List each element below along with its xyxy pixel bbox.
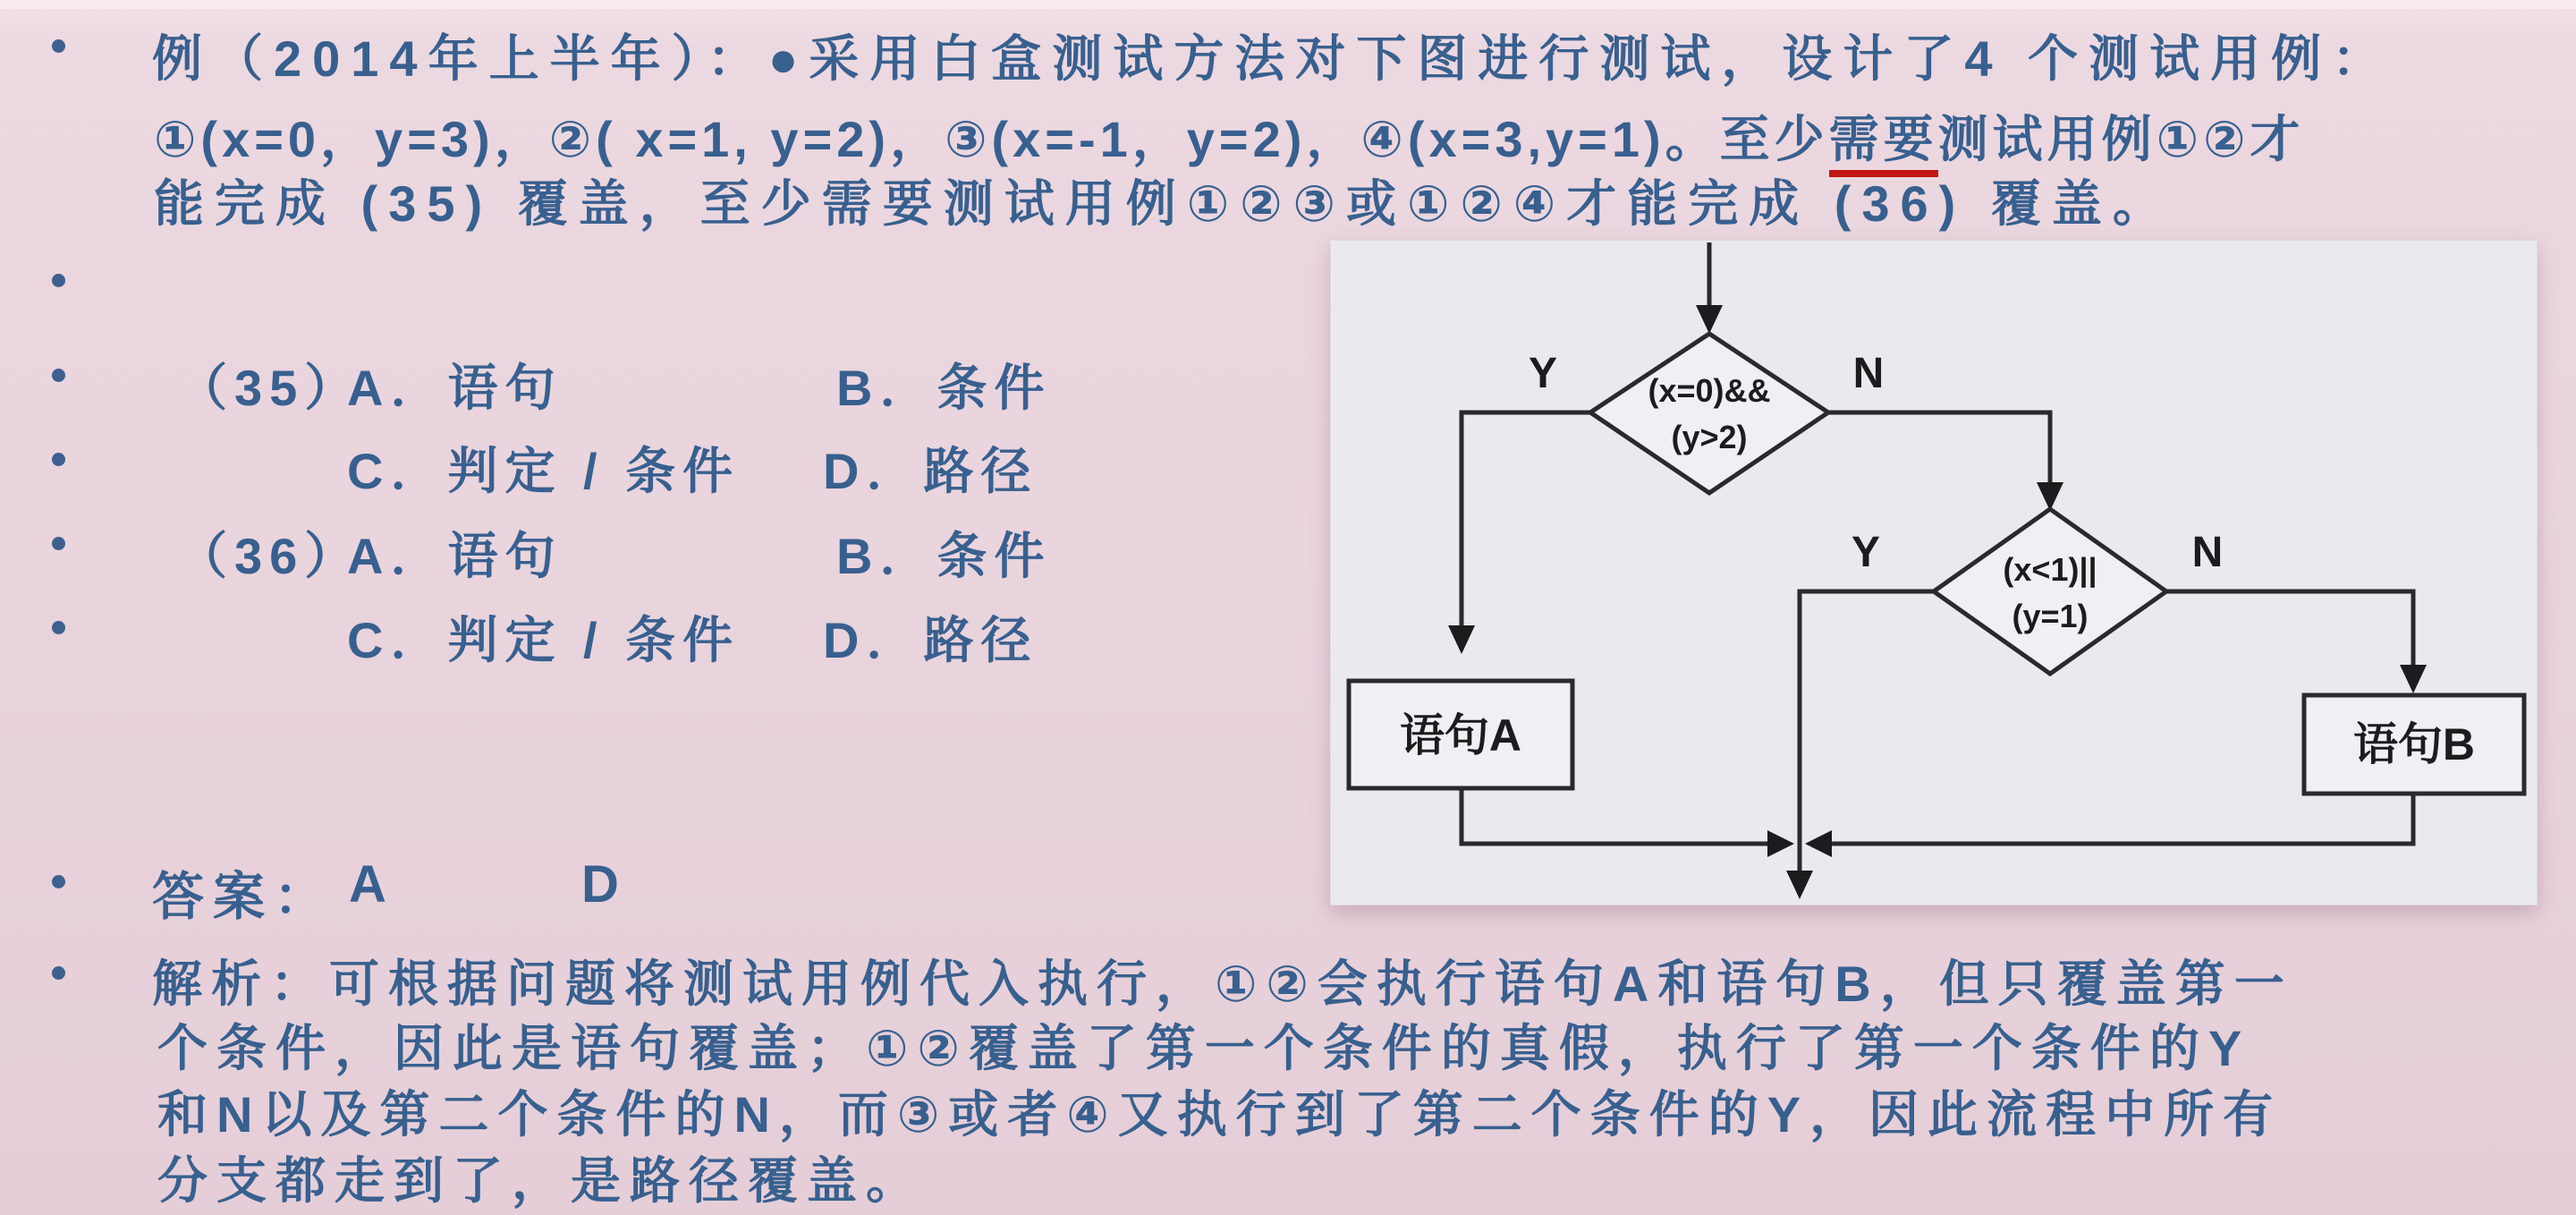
question-line3: 能完成 (35) 覆盖，至少需要测试用例①②③或①②④才能完成 (36) 覆盖。 (154, 175, 2174, 232)
answer-q36: D (581, 855, 628, 913)
answer-label: 答案： (152, 868, 335, 926)
decision2-yes-branch (1800, 591, 1934, 874)
bullet-q35-row1 (52, 369, 65, 382)
q35-option-a: A．语句 (347, 360, 563, 416)
q36-option-c: C．判定 / 条件 (347, 612, 741, 668)
arrowhead-exit-bottom (1786, 871, 1813, 899)
arrowhead-junction-from-right (1805, 830, 1832, 857)
arrowhead-junction-from-left (1767, 830, 1794, 857)
bullet-q35-row2 (52, 453, 65, 466)
q35-option-b: B．条件 (836, 360, 1052, 416)
statement-box-a-label: 语句A (1399, 710, 1522, 760)
decision1-diamond (1590, 334, 1828, 493)
boxA-to-junction (1462, 788, 1771, 844)
bullet-answer (52, 875, 65, 888)
explanation-line3: 和N以及第二个条件的N，而③或者④又执行到了第二个条件的Y，因此流程中所有 (157, 1086, 2283, 1143)
bullet-empty (52, 274, 65, 287)
question-line2-post: 测试用例①②才 (1937, 111, 2305, 167)
decision2-diamond (1934, 509, 2166, 674)
arrowhead-into-boxB (2400, 665, 2427, 693)
q35-number: （35） (177, 360, 362, 416)
bullet-q36-row1 (52, 537, 65, 550)
question-line2-pre: ①(x=0，y=3)，②( x=1, y=2)，③(x=-1，y=2)，④(x=3,y=1)。至少 (154, 111, 1829, 167)
question-line1: 例（2014年上半年）：●采用白盒测试方法对下图进行测试，设计了4 个测试用例： (152, 30, 2394, 87)
question-line2 (154, 100, 2305, 172)
flowchart-diagram (1331, 241, 2537, 905)
arrowhead-into-boxA (1448, 625, 1475, 654)
q36-option-a: A．语句 (347, 528, 563, 584)
q36-number: （36） (177, 528, 362, 584)
q36-option-b: B．条件 (836, 528, 1052, 584)
q36-option-d: D．路径 (823, 612, 1038, 668)
decision1-no-branch (1828, 412, 2050, 495)
boxB-to-junction (1828, 794, 2413, 844)
decision1-condition-line1: (x=0)&& (1648, 372, 1771, 409)
decision2-no-branch (2166, 591, 2413, 677)
answer-q35: A (349, 855, 395, 913)
decision1-no-label: N (1852, 350, 1885, 397)
decision2-no-label: N (2191, 529, 2224, 576)
statement-box-b-label: 语句B (2352, 719, 2476, 769)
slide-top-highlight (0, 0, 2576, 9)
decision2-condition-line2: (y=1) (2012, 598, 2089, 634)
explanation-line4: 分支都走到了，是路径覆盖。 (157, 1152, 925, 1209)
bullet-explanation (52, 966, 65, 980)
decision2-condition-line1: (x<1)|| (2003, 551, 2097, 588)
flowchart-panel (1330, 240, 2538, 905)
bullet-q36-row2 (52, 621, 65, 634)
arrowhead-into-decision1 (1696, 305, 1723, 334)
decision1-condition-line2: (y>2) (1671, 419, 1748, 455)
decision2-yes-label: Y (1851, 529, 1881, 576)
question-line2-underlined: 需要 (1829, 111, 1938, 177)
explanation-line2: 个条件，因此是语句覆盖；①②覆盖了第一个条件的真假，执行了第一个条件的Y (157, 1020, 2251, 1076)
explanation-line1: 解析：可根据问题将测试用例代入执行，①②会执行语句A和语句B，但只覆盖第一 (152, 956, 2293, 1012)
q35-option-c: C．判定 / 条件 (347, 443, 741, 499)
bullet-question (52, 39, 65, 53)
decision1-yes-label: Y (1528, 350, 1558, 397)
q35-option-d: D．路径 (823, 443, 1038, 499)
decision1-yes-branch (1462, 412, 1590, 638)
